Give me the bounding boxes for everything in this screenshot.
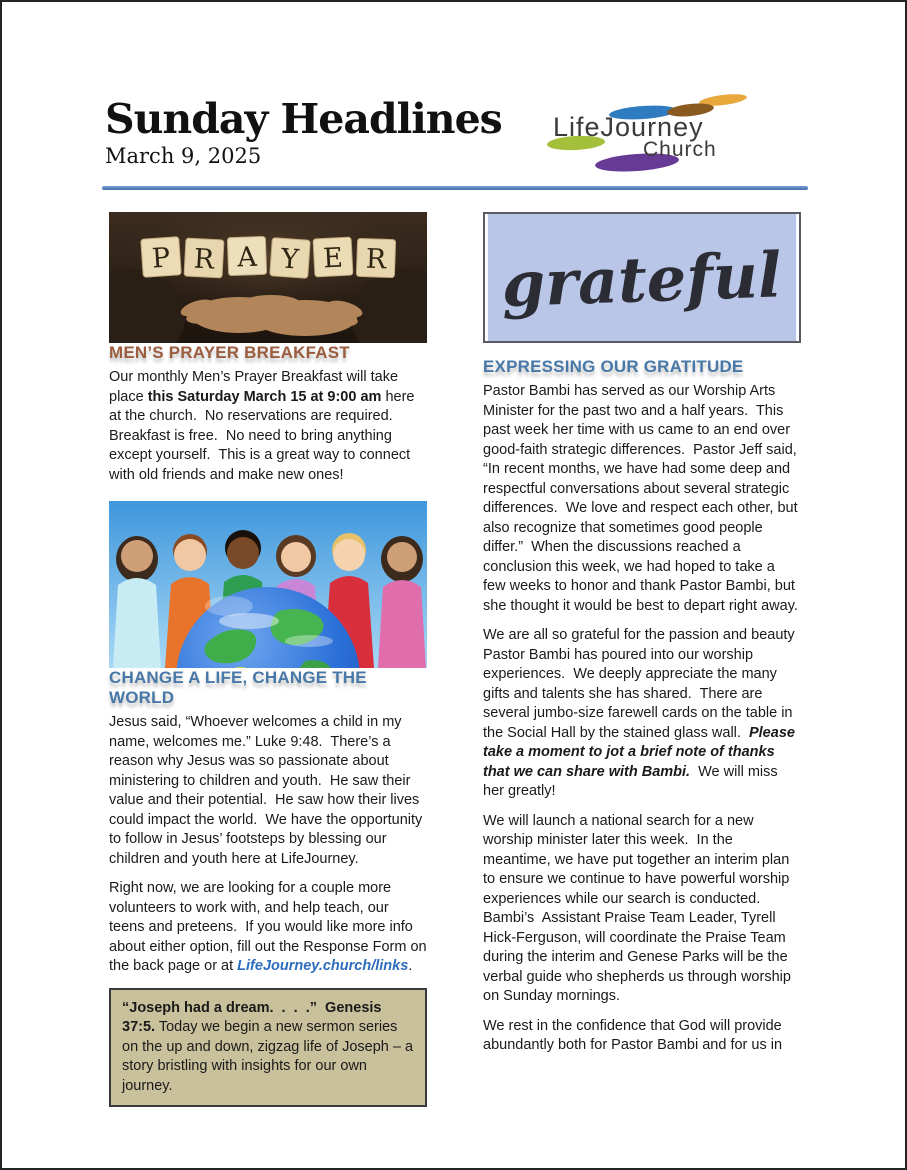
logo-name: LifeJourney — [553, 112, 704, 142]
mens-breakfast-heading: MEN’S PRAYER BREAKFAST — [109, 343, 350, 362]
text-segment: Our monthly Men’s Prayer Breakfast will take place — [109, 369, 403, 405]
gratitude-paragraph-4: We rest in the confidence that God will provide abundantly both for Pastor Bambi and for us in — [483, 1017, 786, 1053]
right-column — [483, 212, 801, 1056]
gratitude-paragraph-2 — [483, 626, 801, 802]
svg-text:P: P — [150, 242, 172, 275]
gratitude-paragraph-1: Pastor Bambi has served as our Worship Arts Minister for the past two and a half years. This past week her time with us came to an end over good-faith strategic differences. Pastor Jeff said, “In recent months, we have had some deep and respectful conversations about several strategic differences. We love and respect each other, but also recognize that sometimes good people differ.” When the discussions reached a conclusion this week, we had hoped to take a few weeks to honor and thank Pastor Bambi, but she thought it would be best to depart right away. — [483, 383, 802, 614]
text-segment: . — [408, 958, 413, 974]
lifejourney-links-url[interactable]: LifeJourney.church/links — [237, 958, 409, 974]
text-segment: here at the church. No reservations are required. Breakfast is free. No need to bring anything except yourself. This is a great way to connect with old friends and make new ones! — [109, 388, 419, 483]
svg-text:R: R — [365, 243, 387, 276]
svg-text:E: E — [322, 242, 344, 275]
change-world-heading: CHANGE A LIFE, CHANGE THE WORLD — [109, 668, 367, 707]
gratitude-heading: EXPRESSING OUR GRATITUDE — [483, 357, 744, 376]
text-segment: Right now, we are looking for a couple more volunteers to work with, and help teach, our teens and preteens. If you would like more info about either option, fill out the Response Form on the back page or at — [109, 880, 431, 974]
svg-text:Y: Y — [279, 243, 300, 276]
grateful-sign-image — [483, 212, 801, 343]
children-globe-image — [109, 501, 427, 668]
svg-text:R: R — [192, 243, 215, 276]
page-title: Sunday Headlines — [105, 95, 502, 143]
text-segment: We are all so grateful for the passion and beauty Pastor Bambi has poured into our worship experiences. We deeply appreciate the many gifts and talents she has shared. There are several jumbo-size farewell cards on the table in the Social Hall by the stained glass wall. — [483, 627, 799, 741]
prayer-blocks-image — [109, 212, 427, 343]
change-world-paragraph-1: Jesus said, “Whoever welcomes a child in my name, welcomes me.” Luke 9:48. There’s a reason why Jesus was so passionate about ministering to children and youth. He saw their value and their potential. He saw how their lives could impact the world. We have the opportunity to follow in Jesus’ footsteps by blessing our children and youth here at LifeJourney. — [109, 714, 427, 867]
text-segment-bold: “Joseph had a dream. . . .” Genesis 37:5. — [122, 999, 386, 1035]
page-date: March 9, 2025 — [105, 144, 262, 169]
mens-breakfast-paragraph — [109, 368, 427, 485]
text-segment: We will miss her greatly! — [483, 763, 782, 799]
change-world-paragraph-2 — [109, 879, 431, 977]
sermon-series-callout-box — [109, 988, 427, 1108]
gratitude-paragraph-3: We will launch a national search for a new worship minister later this week. In the meantime, we have put together an interim plan to ensure we continue to have powerful worship experiences while our search is conducted. Bambi’s Assistant Praise Team Leader, Tyrell Hick-Ferguson, will coordinate the Praise Team during the interim and Genese Parks will be the verbal guide who shepherds us through worship on Sunday mornings. — [483, 812, 795, 1004]
grateful-word: grateful — [500, 238, 783, 322]
text-segment-bold-italic: Please take a moment to jot a brief note of thanks that we can share with Bambi. — [483, 724, 799, 780]
logo-subname: Church — [643, 138, 717, 161]
masthead — [105, 95, 565, 169]
text-segment-bold: this Saturday March 15 at 9:00 am — [147, 388, 382, 405]
church-logo — [547, 95, 752, 179]
header-divider — [102, 186, 808, 190]
left-column — [109, 212, 431, 1107]
svg-text:A: A — [236, 241, 258, 274]
text-segment: Today we begin a new sermon series on the up and down, zigzag life of Joseph – a story bristling with insights for our own journey. — [122, 1019, 418, 1094]
